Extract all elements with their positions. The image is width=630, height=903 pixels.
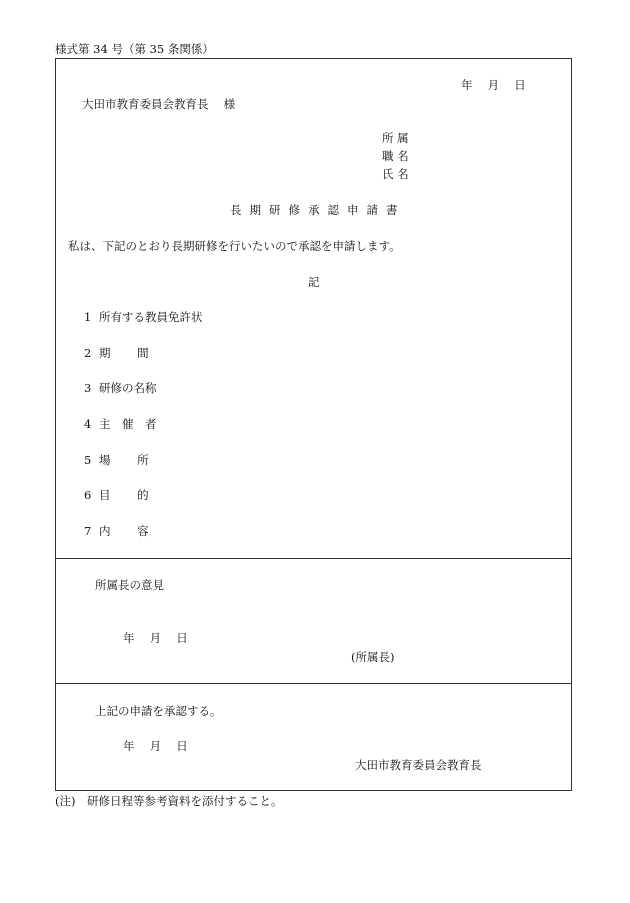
footnote: (注) 研修日程等参考資料を添付すること。	[55, 794, 283, 808]
item-1-number: 1	[84, 310, 92, 324]
item-7-number: 7	[84, 524, 92, 538]
document-title: 長期研修承認申請書	[230, 203, 406, 217]
item-5-label: 場 所	[99, 453, 149, 467]
applicant-position-label: 職 名	[382, 149, 409, 163]
item-4-number: 4	[84, 417, 92, 431]
opinion-signer: (所属長)	[351, 650, 395, 664]
item-2-label: 期 間	[99, 346, 149, 360]
divider-opinion	[55, 558, 572, 559]
application-date: 年 月 日	[461, 78, 526, 92]
divider-approval	[55, 683, 572, 684]
item-6-number: 6	[84, 488, 92, 502]
opinion-heading: 所属長の意見	[95, 578, 164, 592]
addressee: 大田市教育委員会教育長 様	[82, 97, 236, 111]
form-number: 様式第 34 号（第 35 条関係）	[55, 42, 214, 56]
item-3-label: 研修の名称	[99, 381, 157, 395]
intro-text: 私は、下記のとおり長期研修を行いたいので承認を申請します。	[68, 239, 401, 253]
item-4-label: 主 催 者	[99, 417, 157, 431]
opinion-date: 年 月 日	[123, 631, 188, 645]
applicant-name-label: 氏 名	[382, 167, 409, 181]
item-1-label: 所有する教員免許状	[99, 310, 203, 324]
item-2-number: 2	[84, 346, 92, 360]
approval-text: 上記の申請を承認する。	[95, 704, 222, 718]
approval-date: 年 月 日	[123, 739, 188, 753]
item-7-label: 内 容	[99, 524, 149, 538]
item-5-number: 5	[84, 453, 92, 467]
item-3-number: 3	[84, 381, 92, 395]
applicant-affiliation-label: 所 属	[382, 131, 409, 145]
ki-heading: 記	[308, 275, 320, 289]
approval-signer: 大田市教育委員会教育長	[355, 758, 482, 772]
item-6-label: 目 的	[99, 488, 149, 502]
